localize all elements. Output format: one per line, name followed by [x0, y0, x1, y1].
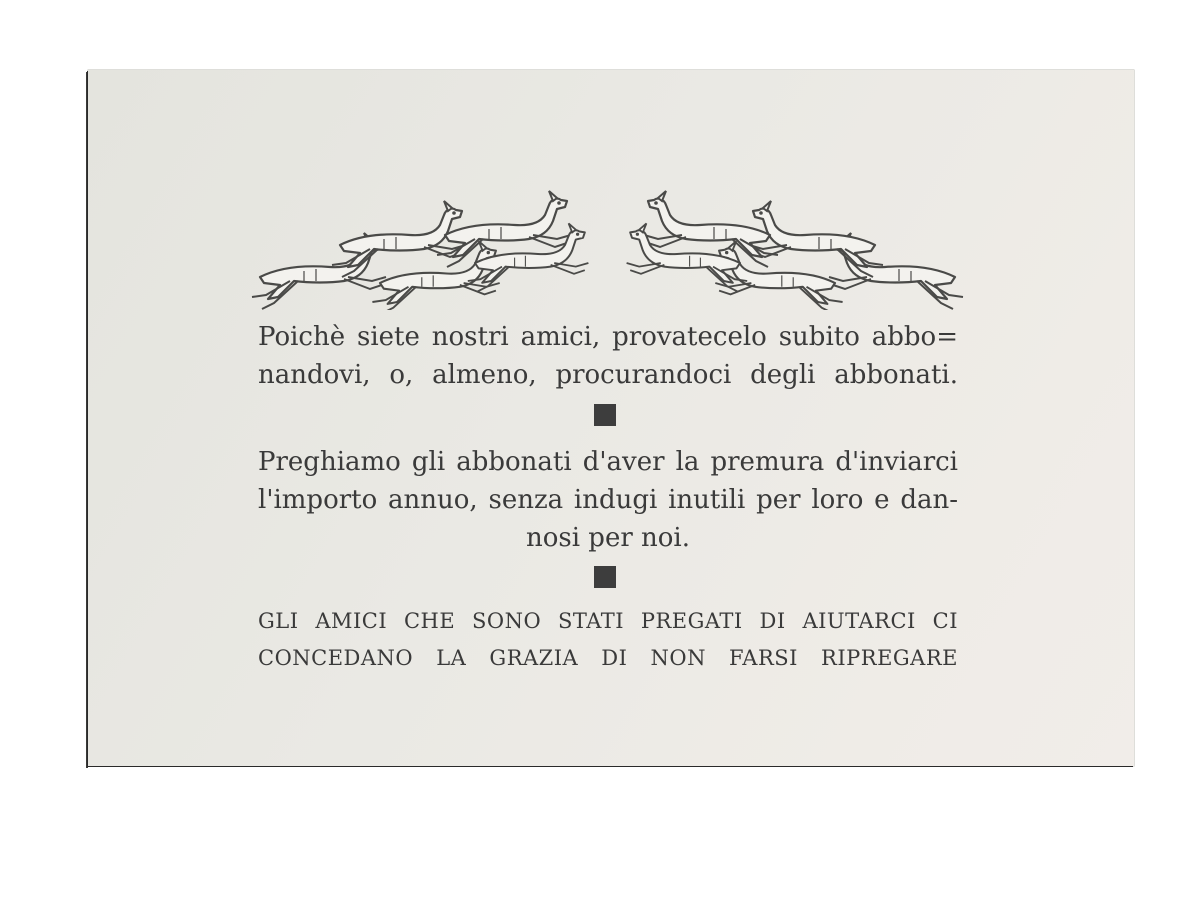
square-bullet-icon: [594, 566, 616, 588]
text-line: Poichè siete nostri amici, provatecelo subito abbo=: [258, 322, 958, 352]
friends-appeal-paragraph: [258, 603, 958, 677]
subscription-paragraph: [258, 318, 958, 394]
text-line: GLI AMICI CHE SONO STATI PREGATI DI AIUTARCI CI: [258, 609, 958, 633]
text-line: nandovi, o, almeno, procurandoci degli abbonati.: [258, 360, 958, 390]
payment-request-paragraph: [258, 443, 958, 557]
text-line: l'importo annuo, senza indugi inutili per loro e dan-: [258, 485, 958, 515]
square-bullet-icon: [594, 404, 616, 426]
text-line: nosi per noi.: [525, 523, 691, 553]
text-line: CONCEDANO LA GRAZIA DI NON FARSI RIPREGARE: [258, 646, 958, 670]
leaping-deer-frieze-icon: [240, 165, 975, 310]
text-line: Preghiamo gli abbonati d'aver la premura d'inviarci: [258, 447, 958, 477]
